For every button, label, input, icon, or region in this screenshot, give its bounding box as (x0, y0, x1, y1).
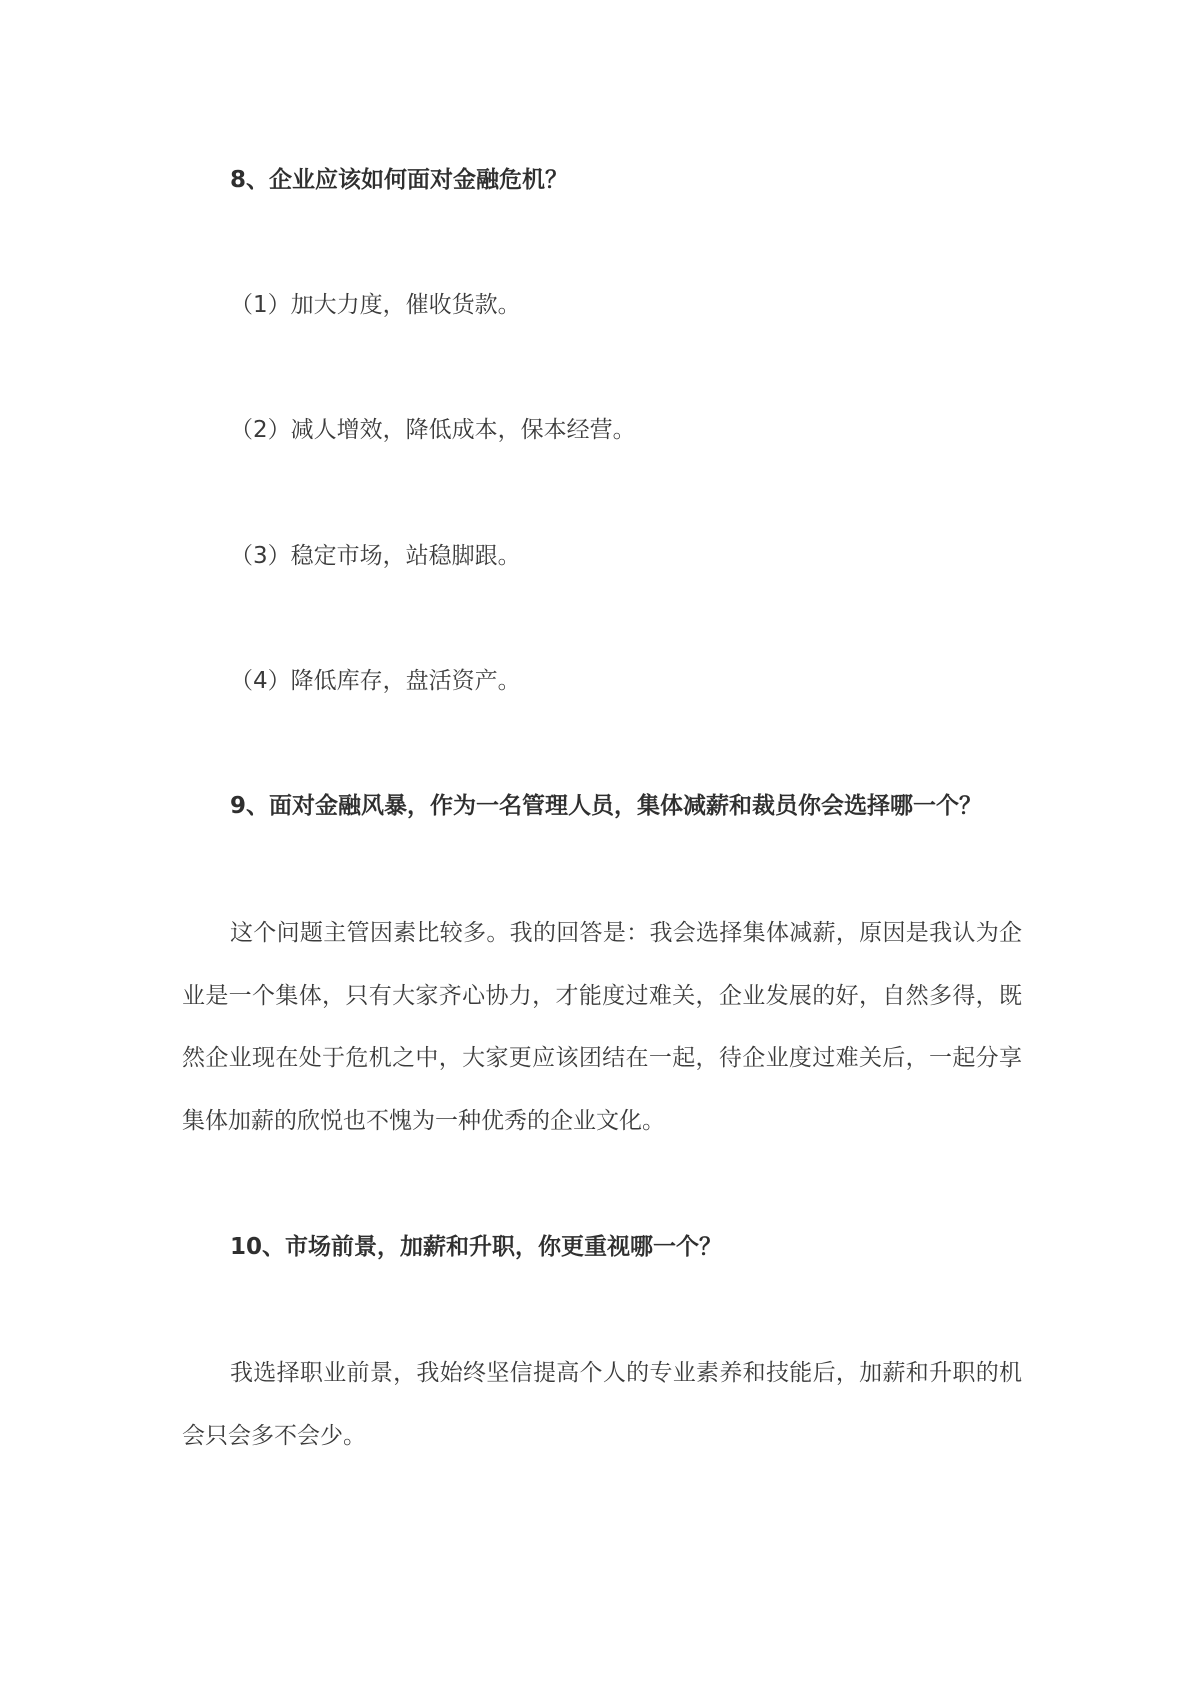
question-8-item-3: （3）稳定市场，站稳脚跟。 (230, 543, 521, 569)
question-8-item-2: （2）减人增效，降低成本，保本经营。 (230, 417, 636, 443)
question-8-item-4: （4）降低库存，盘活资产。 (230, 668, 521, 694)
question-8-heading: 8、企业应该如何面对金融危机？ (230, 167, 569, 193)
question-10-answer: 我选择职业前景，我始终坚信提高个人的专业素养和技能后，加薪和升职的机会只会多不会少。 (182, 1360, 1022, 1449)
question-8-item-1: （1）加大力度，催收货款。 (230, 292, 521, 318)
question-9-heading: 9、面对金融风暴，作为一名管理人员，集体减薪和裁员你会选择哪一个？ (230, 793, 983, 819)
question-10-heading: 10、市场前景，加薪和升职，你更重视哪一个？ (230, 1234, 723, 1260)
question-9-answer: 这个问题主管因素比较多。我的回答是：我会选择集体减薪，原因是我认为企业是一个集体，只有大家齐心协力，才能度过难关，企业发展的好，自然多得，既然企业现在处于危机之中，大家更应该团结在一起，待企业度过难关后，一起分享集体加薪的欣悦也不愧为一种优秀的企业文化。 (182, 920, 1022, 1134)
